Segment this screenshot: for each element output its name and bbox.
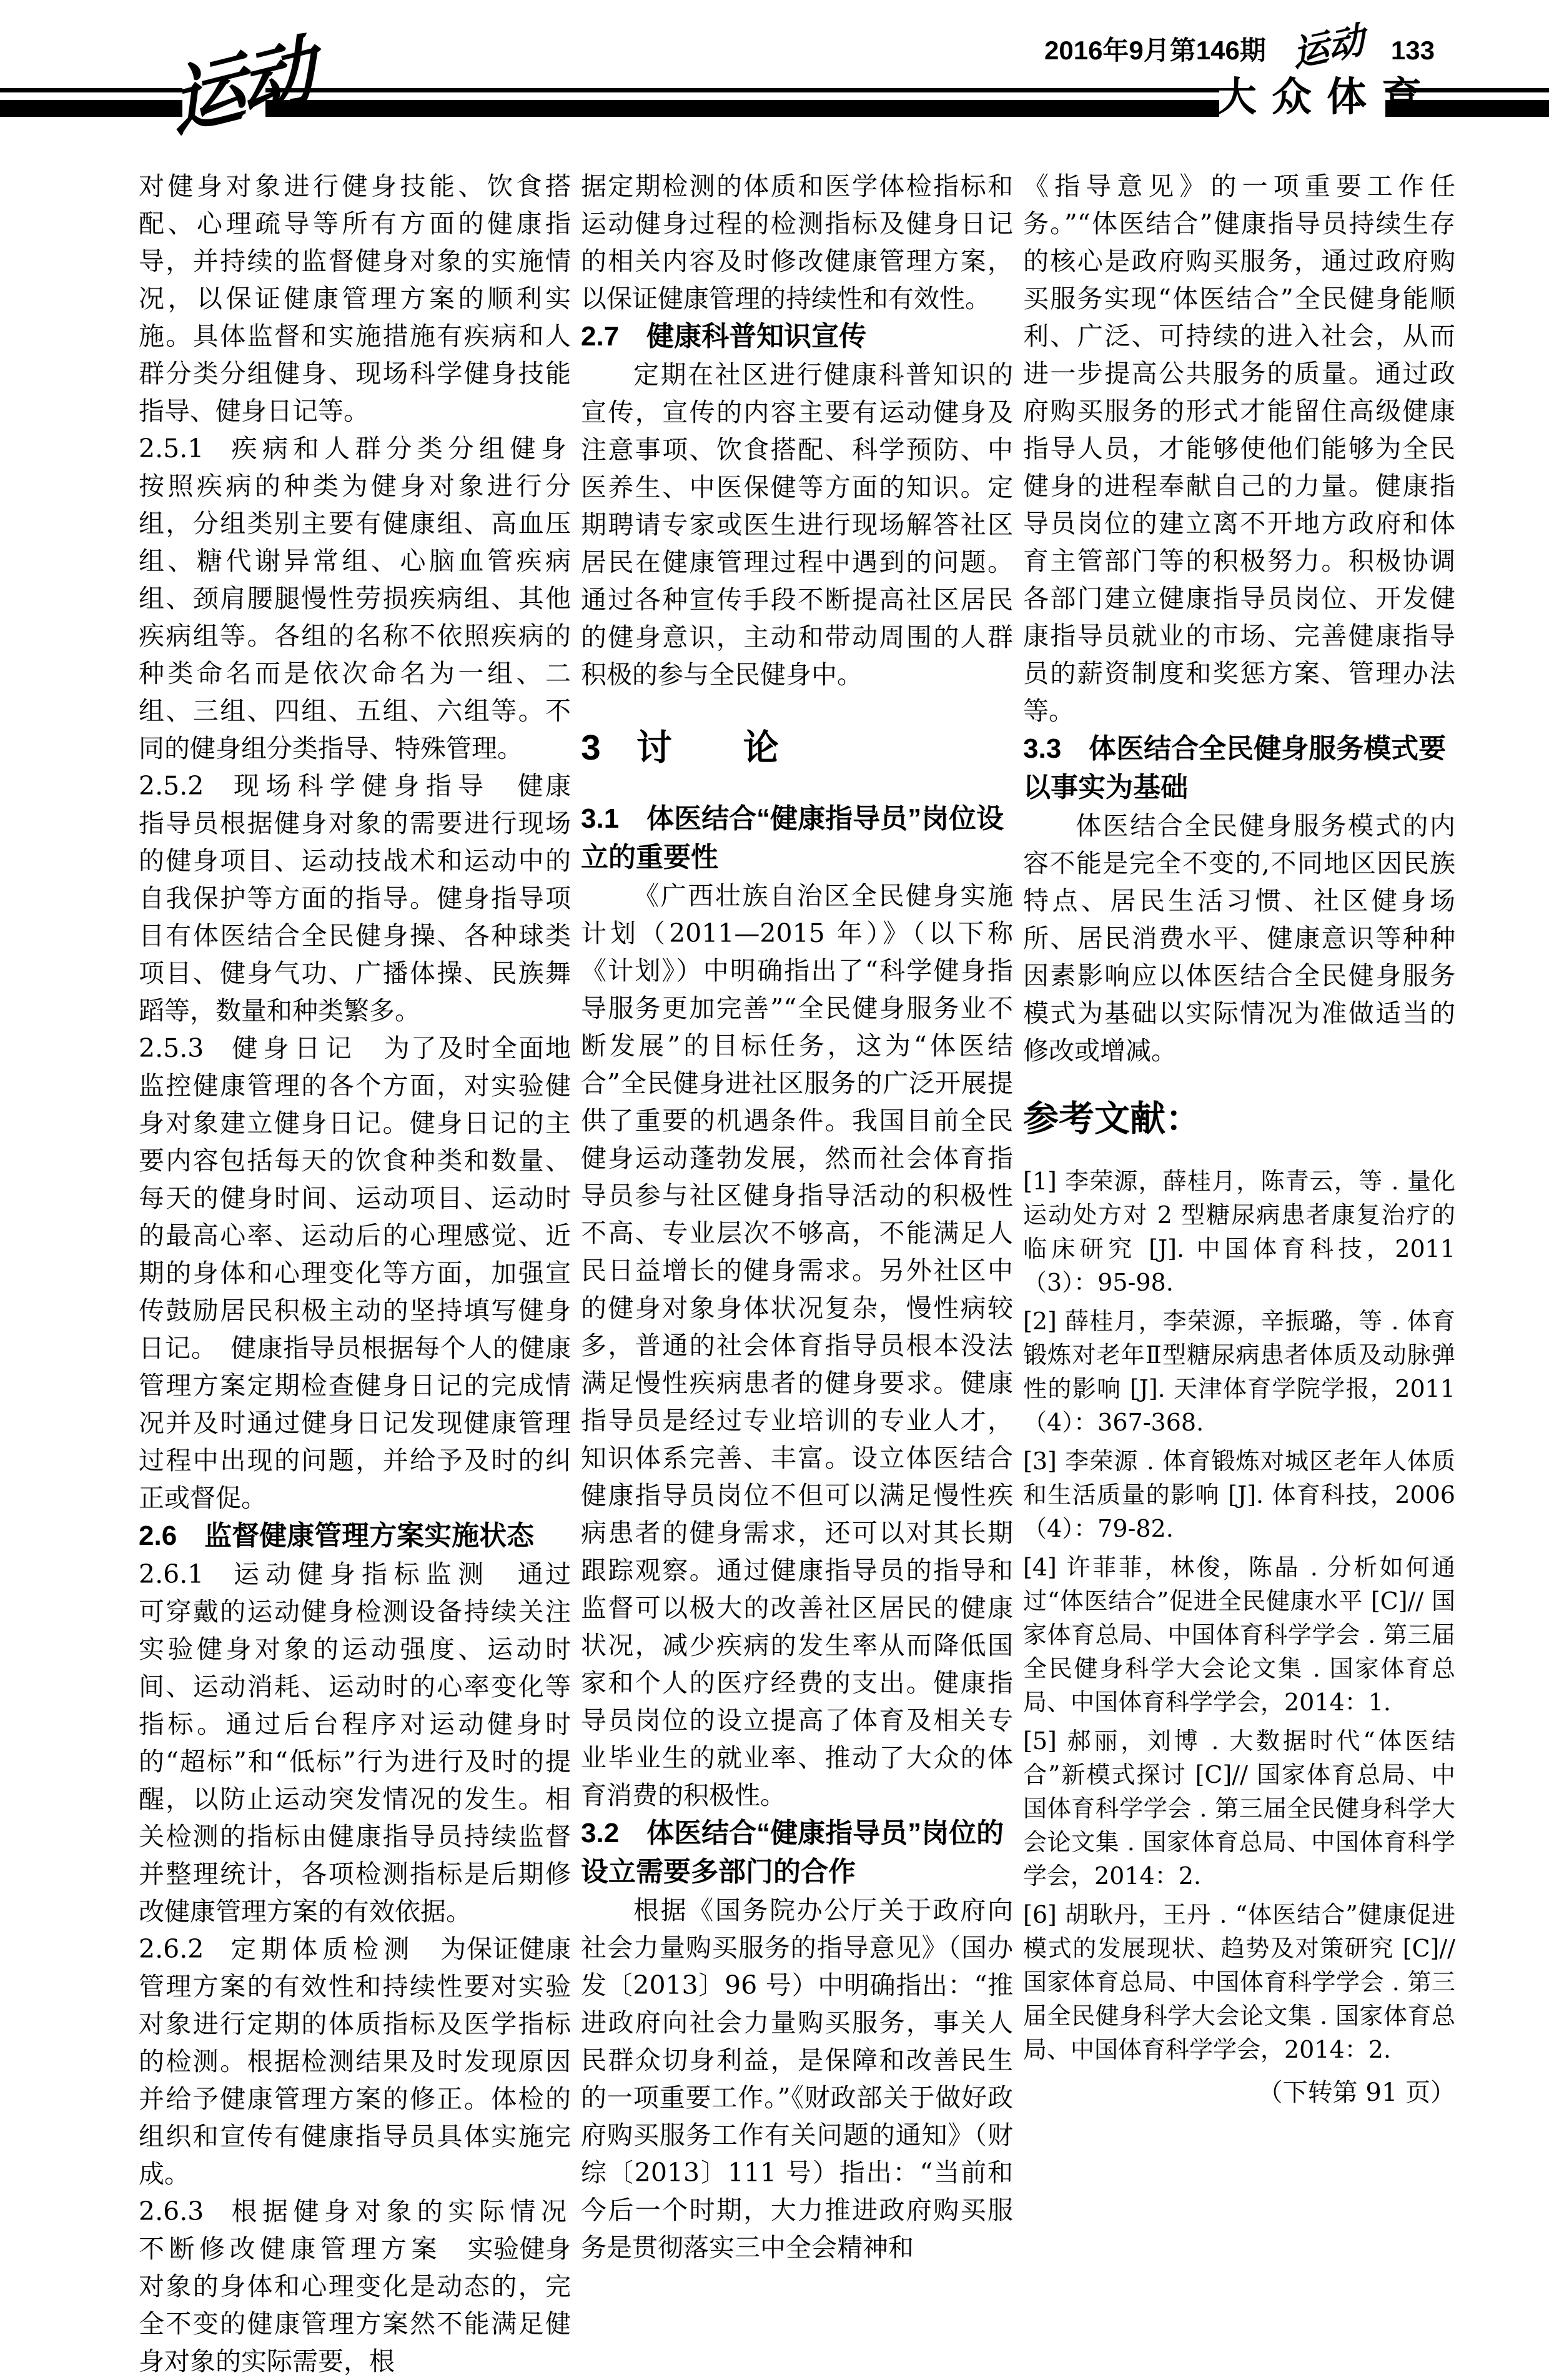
column-3	[1023, 167, 1455, 2110]
paragraph: 《广西壮族自治区全民健身实施计划（2011—2015 年）》（以下称《计划》）中明确指出了“科学健身指导服务更加完善”“全民健身服务业不断发展”的目标任务，这为“体医结合”全民健身进社区服务的广泛开展提供了重要的机遇条件。我国目前全民健身运动蓬勃发展，然而社会体育指导员参与社区健身指导活动的积极性不高、专业层次不够高，不能满足人民日益增长的健身需求。另外社区中的健身对象身体状况复杂，慢性病较多，普通的社会体育指导员根本没法满足慢性疾病患者的健身要求。健康指导员是经过专业培训的专业人才，知识体系完善、丰富。设立体医结合健康指导员岗位不但可以满足慢性疾病患者的健身需求，还可以对其长期跟踪观察。通过健康指导员的指导和监督可以极大的改善社区居民的健康状况，减少疾病的发生率从而降低国家和个人的医疗经费的支出。健康指导员岗位的设立提高了体育及相关专业毕业生的就业率、推动了大众的体育消费的积极性。	[581, 881, 1013, 1810]
section-heading: 2.6 监督健康管理方案实施状态	[139, 1520, 535, 1551]
subsection-heading	[139, 1029, 571, 1517]
subsection-text: 按照疾病的种类为健身对象进行分组，分组类别主要有健康组、高血压组、糖代谢异常组、心脑血管疾病组、颈肩腰腿慢性劳损疾病组、其他疾病组等。各组的名称不依照疾病的种类命名而是依次命名为一组、二组、三组、四组、五组、六组等。不同的健身组分类指导、特殊管理。	[139, 471, 571, 763]
paragraph: 定期在社区进行健康科普知识的宣传，宣传的内容主要有运动健身及注意事项、饮食搭配、科学预防、中医养生、中医保健等方面的知识。定期聘请专家或医生进行现场解答社区居民在健康管理过程中遇到的问题。通过各种宣传手段不断提高社区居民的健身意识，主动和带动周围的人群积极的参与全民健身中。	[581, 360, 1013, 690]
section-heading: 3.3 体医结合全民健身服务模式要以事实为基础	[1023, 733, 1447, 803]
subsection-text: 实验健身对象的身体和心理变化是动态的，完全不变的健康管理方案然不能满足健身对象的实际需要，根	[139, 2234, 571, 2376]
section-heading: 2.7 健康科普知识宣传	[581, 321, 867, 352]
column-2	[581, 167, 1013, 2266]
subsection-number: 2.5.3	[139, 1033, 204, 1063]
subsection-number: 2.6.3	[139, 2196, 204, 2226]
section-heading: 3.2 体医结合“健康指导员”岗位的设立需要多部门的合作	[581, 1818, 1004, 1887]
paragraph: 据定期检测的体质和医学体检指标和运动健身过程的检测指标及健身日记的相关内容及时修改健康管理方案，以保证健康管理的持续性和有效性。	[581, 171, 1013, 314]
paragraph: 《指导意见》的一项重要工作任务。”“体医结合”健康指导员持续生存的核心是政府购买服务，通过政府购买服务实现“体医结合”全民健身能顺利、广泛、可持续的进入社会，从而进一步提高公共服务的质量。通过政府购买服务的形式才能留住高级健康指导人员，才能够使他们能够为全民健身的进程奉献自己的力量。健康指导员岗位的建立离不开地方政府和体育主管部门等的积极努力。积极协调各部门建立健康指导员岗位、开发健康指导员就业的市场、完善健康指导员的薪资制度和奖惩方案、管理办法等。	[1023, 171, 1455, 726]
journal-logo: 运动	[167, 26, 315, 149]
big-heading: 3 讨 论	[581, 728, 779, 768]
subsection-title: 根据健身对象的实际情况不断修改健康管理方案	[139, 2196, 572, 2264]
header-rule-middle	[265, 88, 1219, 117]
subsection-number: 2.6.1	[139, 1559, 204, 1589]
subsection-text: 健康指导员根据健身对象的需要进行现场的健身项目、运动技战术和运动中的自我保护等方面的指导。健身指导项目有体医结合全民健身操、各种球类项目、健身气功、广播体操、民族舞蹈等，数量和种类繁多。	[139, 771, 572, 1026]
continuation-note: （下转第 91 页）	[1257, 2078, 1455, 2107]
reference-item: [3] 李荣源 . 体育锻炼对城区老年人体质和生活质量的影响 [J]. 体育科技，2006（4）：79-82.	[1023, 1447, 1455, 1542]
section-heading: 3.1 体医结合“健康指导员”岗位设立的重要性	[581, 803, 1004, 873]
subsection-heading	[139, 1930, 571, 2193]
subsection-title: 疾病和人群分类分组健身	[231, 434, 572, 464]
subsection-title: 运动健身指标监测	[233, 1559, 490, 1589]
subsection-title: 定期体质检测	[230, 1934, 415, 1964]
subsection-number: 2.6.2	[139, 1934, 204, 1964]
subsection-title: 健身日记	[232, 1033, 357, 1063]
subsection-text: 为了及时全面地监控健康管理的各个方面，对实验健身对象建立健身日记。健身日记的主要内容包括每天的饮食种类和数量、每天的健身时间、运动项目、运动时的最高心率、运动后的心理感觉、近期的身体和心理变化等方面，加强宣传鼓励居民积极主动的坚持填写健身日记。 健康指导员根据每个人的健康管理方案定期检查健身日记的完成情况并及时通过健身日记发现健康管理过程中出现的问题，并给予及时的纠正或督促。	[139, 1033, 572, 1513]
subsection-number: 2.5.2	[139, 771, 204, 801]
subsection-heading	[139, 1555, 571, 1930]
subsection-title: 现场科学健身指导	[233, 771, 490, 801]
issue-info: 2016年9月第146期	[1044, 35, 1266, 65]
reference-item: [4] 许菲菲，林俊，陈晶 . 分析如何通过“体医结合”促进全民健康水平 [C]// 国家体育总局、中国体育科学学会 . 第三届全民健身科学大会论文集 . 国家体育总局、中国体育科学学会，2014：1.	[1023, 1554, 1455, 1716]
subsection-heading	[139, 2193, 571, 2380]
page-header	[1044, 17, 1435, 76]
reference-item: [1] 李荣源，薛桂月，陈青云，等 . 量化运动处方对 2 型糖尿病患者康复治疗的临床研究 [J]. 中国体育科技，2011（3）：95-98.	[1023, 1168, 1455, 1296]
subsection-heading	[139, 767, 571, 1029]
reference-item: [6] 胡耿丹，王丹 . “体医结合”健康促进模式的发展现状、趋势及对策研究 [C]// 国家体育总局、中国体育科学学会 . 第三届全民健身科学大会论文集 . 国家体育总局、中国体育科学学会，2014：2.	[1023, 1901, 1455, 2063]
page-number: 133	[1390, 35, 1435, 65]
subsection-text: 通过可穿戴的运动健身检测设备持续关注实验健身对象的运动强度、运动时间、运动消耗、运动时的心率变化等指标。通过后台程序对运动健身时的“超标”和“低标”行为进行及时的提醒，以防止运动突发情况的发生。相关检测的指标由健康指导员持续监督并整理统计，各项检测指标是后期修改健康管理方案的有效依据。	[139, 1559, 572, 1926]
section-banner: 大众体育	[1217, 74, 1437, 119]
column-1	[139, 167, 571, 2380]
subsection-heading	[139, 430, 571, 767]
paragraph: 对健身对象进行健身技能、饮食搭配、心理疏导等所有方面的健康指导，并持续的监督健身对象的实施情况，以保证健康管理方案的顺利实施。具体监督和实施措施有疾病和人群分类分组健身、现场科学健身技能指导、健身日记等。	[139, 171, 571, 426]
journal-logo-small: 运动	[1290, 17, 1367, 76]
subsection-text: 为保证健康管理方案的有效性和持续性要对实验对象进行定期的体质指标及医学指标的检测。根据检测结果及时发现原因并给予健康管理方案的修正。体检的组织和宣传有健康指导员具体实施完成。	[139, 1934, 572, 2189]
paragraph: 根据《国务院办公厅关于政府向社会力量购买服务的指导意见》（国办发〔2013〕96 号）中明确指出：“推进政府向社会力量购买服务，事关人民群众切身利益，是保障和改善民生的一项重要工作。”《财政部关于做好政府购买服务工作有关问题的通知》（财综〔2013〕111 号）指出：“当前和今后一个时期，大力推进政府购买服务是贯彻落实三中全会精神和	[581, 1895, 1013, 2263]
reference-item: [2] 薛桂月，李荣源，辛振璐，等 . 体育锻炼对老年Ⅱ型糖尿病患者体质及动脉弹性的影响 [J]. 天津体育学院学报，2011（4）：367-368.	[1023, 1307, 1455, 1436]
header-rule-left	[0, 88, 182, 117]
subsection-number: 2.5.1	[139, 434, 204, 464]
reference-item: [5] 郝丽，刘博 . 大数据时代“体医结合”新模式探讨 [C]// 国家体育总局、中国体育科学学会 . 第三届全民健身科学大会论文集 . 国家体育总局、中国体育科学学会，2014：2.	[1023, 1727, 1455, 1890]
references-heading: 参考文献：	[1023, 1099, 1201, 1139]
paragraph: 体医结合全民健身服务模式的内容不能是完全不变的,不同地区因民族特点、居民生活习惯、社区健身场所、居民消费水平、健康意识等种种因素影响应以体医结合全民健身服务模式为基础以实际情况为准做适当的修改或增减。	[1023, 811, 1455, 1066]
